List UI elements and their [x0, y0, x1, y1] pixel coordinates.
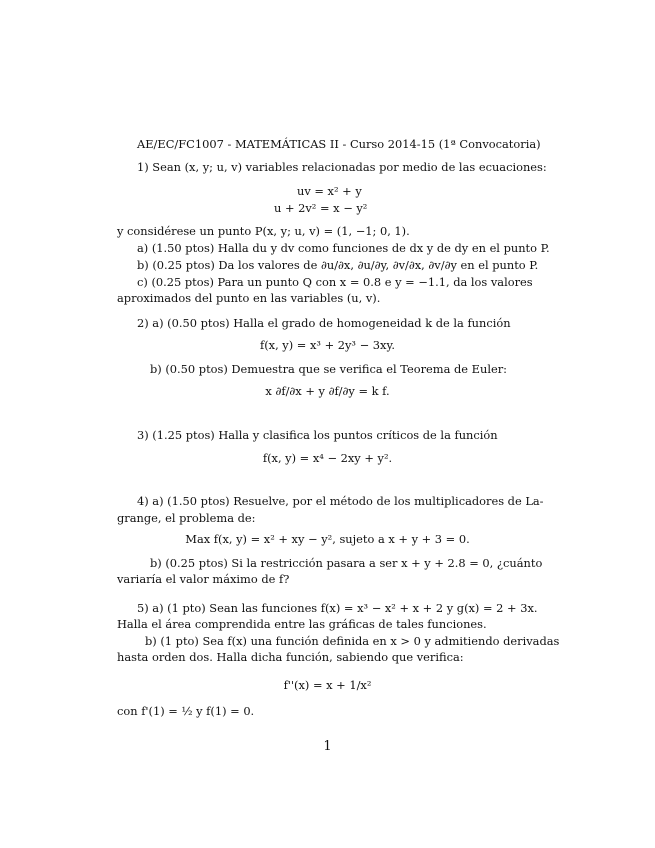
q2-part-a: 2) a) (0.50 ptos) Halla el grado de homogeneidad k de la función [137, 316, 511, 330]
q2-function: f(x, y) = x³ + 2y³ − 3xy. [259, 338, 395, 352]
q5-part-b-line1: b) (1 pto) Sea f(x) una función definida en x > 0 y admitiendo derivadas [145, 634, 560, 648]
q1-part-c-line1: c) (0.25 ptos) Para un punto Q con x = 0.8 e y = −1.1, da los valores [137, 275, 533, 289]
q3-text: 3) (1.25 ptos) Halla y clasifica los puntos críticos de la función [137, 428, 498, 442]
q4-part-a-line1: 4) a) (1.50 ptos) Resuelve, por el método de los multiplicadores de La- [137, 494, 544, 508]
q4-part-b-line2: variaría el valor máximo de f? [117, 572, 290, 586]
exam-header: AE/EC/FC1007 - MATEMÁTICAS II - Curso 2014-15 (1ª Convocatoria) [137, 137, 541, 151]
q4-part-a-line2: grange, el problema de: [117, 511, 256, 525]
q4-part-b-line1: b) (0.25 ptos) Si la restricción pasara a ser x + y + 2.8 = 0, ¿cuánto [150, 556, 543, 570]
q5-part-b-line2: hasta orden dos. Halla dicha función, sabiendo que verifica: [117, 650, 464, 664]
q1-part-b: b) (0.25 ptos) Da los valores de ∂u/∂x, ∂u/∂y, ∂v/∂x, ∂v/∂y en el punto P. [137, 258, 539, 272]
q2-euler-equation: x ∂f/∂x + y ∂f/∂y = k f. [265, 384, 390, 398]
q5-part-a-line2: Halla el área comprendida entre las gráficas de tales funciones. [117, 617, 487, 631]
q1-equation-2: u + 2v² = x − y² [274, 201, 368, 215]
q1-part-a: a) (1.50 ptos) Halla du y dv como funciones de dx y de dy en el punto P. [137, 241, 550, 255]
q2-part-b: b) (0.50 ptos) Demuestra que se verifica el Teorema de Euler: [150, 362, 507, 376]
q4-problem: Max f(x, y) = x² + xy − y², sujeto a x + y + 3 = 0. [185, 532, 470, 546]
q1-equation-1: uv = x² + y [297, 184, 362, 198]
q3-function: f(x, y) = x⁴ − 2xy + y². [262, 451, 393, 465]
q5-differential-equation: f''(x) = x + 1/x² [283, 678, 372, 692]
page-number: 1 [323, 739, 332, 754]
q1-point: y considérese un punto P(x, y; u, v) = (1, −1; 0, 1). [117, 224, 410, 238]
q1-part-c-line2: aproximados del punto en las variables (u, v). [117, 291, 381, 305]
q1-intro: 1) Sean (x, y; u, v) variables relacionadas por medio de las ecuaciones: [137, 160, 547, 174]
q5-conditions: con f'(1) = ½ y f(1) = 0. [117, 704, 255, 718]
q5-part-a-line1: 5) a) (1 pto) Sean las funciones f(x) = x³ − x² + x + 2 y g(x) = 2 + 3x. [137, 601, 538, 615]
